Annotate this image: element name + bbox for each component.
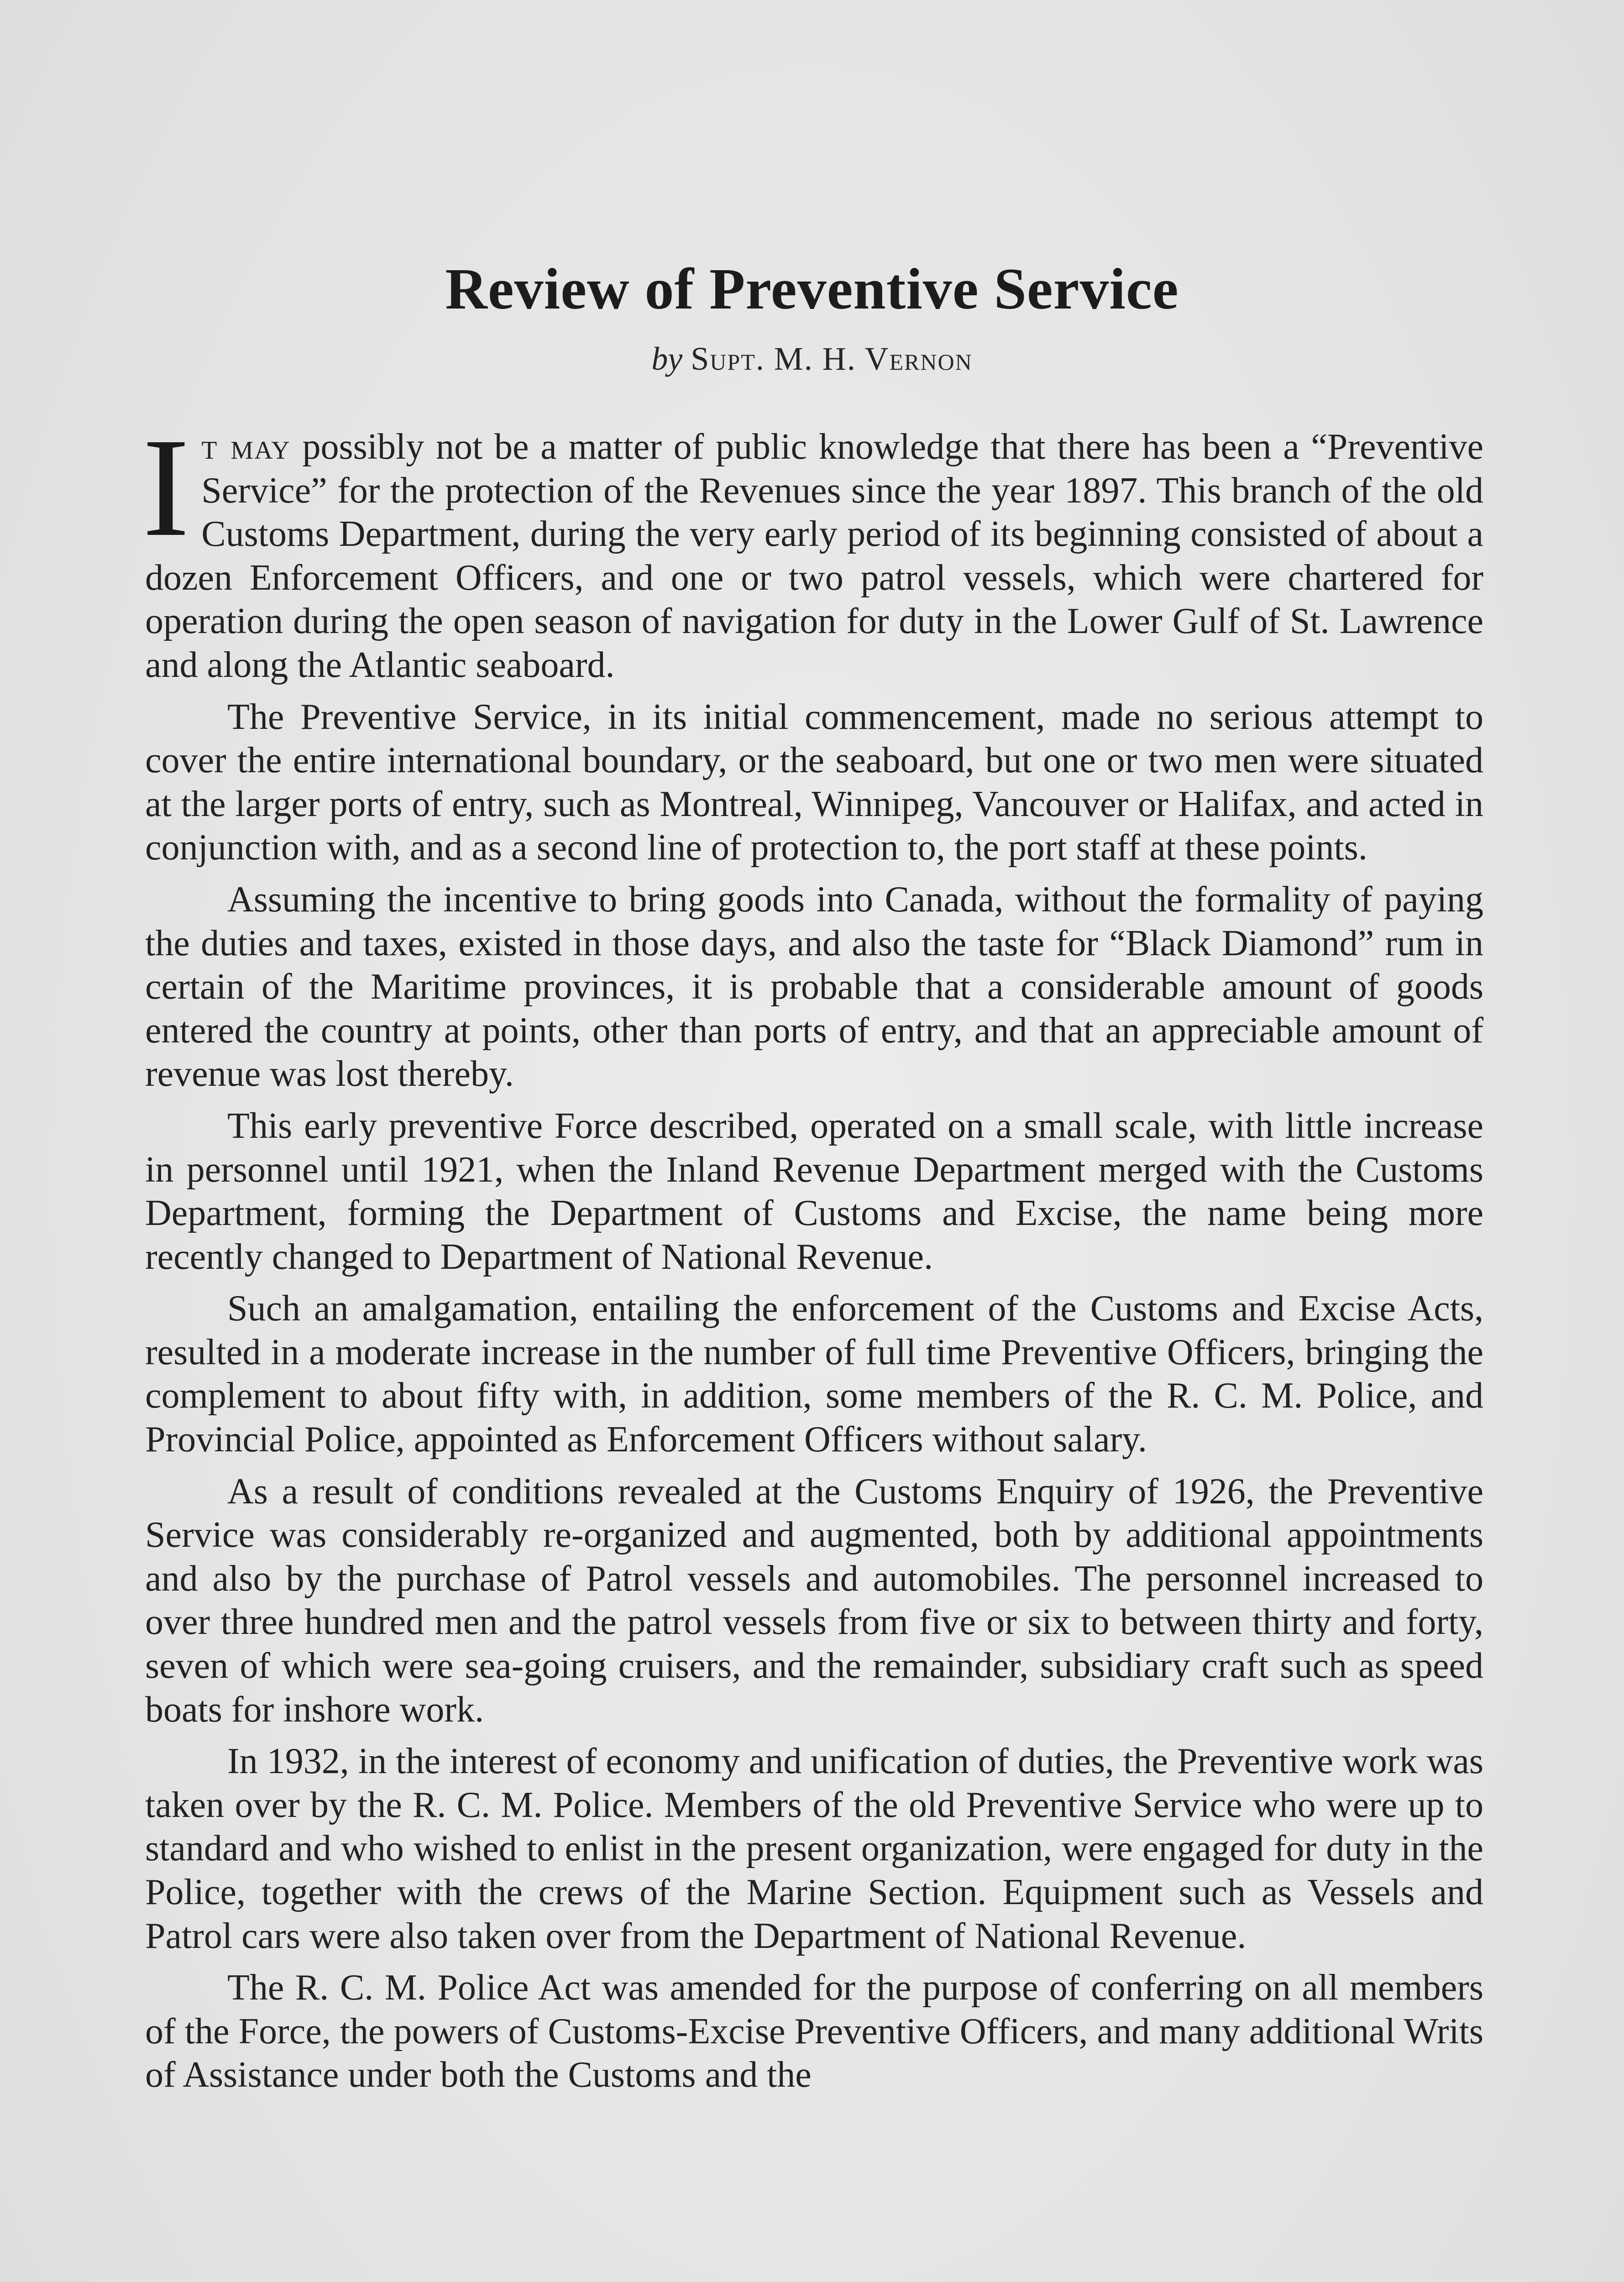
paragraph-8: The R. C. M. Police Act was amended for the purpose of conferring on all members of the Force, the powers of Customs-Excise Preventive Officers, and many additional Writs of Assistance under both the Customs and the [145, 1968, 1483, 2095]
author-name: Supt. M. H. Vernon [691, 340, 973, 377]
drop-cap: I [142, 409, 190, 566]
paragraph-4: This early preventive Force described, operated on a small scale, with little increase in personnel until 1921, when the Inland Revenue Department merged with the Customs Department, forming the Department of Customs and Excise, the name being more recently changed to Department of National Revenue. [145, 1105, 1483, 1277]
paragraph-7: In 1932, in the interest of economy and unification of duties, the Preventive work was taken over by the R. C. M. Police. Members of the old Preventive Service who were up to standard and who wished to enlist in the present organization, were engaged for duty in the Police, together with the crews of the Marine Section. Equipment such as Vessels and Patrol cars were also taken over from the Department of National Revenue. [145, 1741, 1483, 1956]
article-body [142, 409, 1483, 2105]
paragraph-5: Such an amalgamation, entailing the enforcement of the Customs and Excise Acts, resulted in a moderate increase in the number of full time Preventive Officers, bringing the complement to about fifty with, in addition, some members of the R. C. M. Police, and Provincial Police, appointed as Enforcement Officers without salary. [145, 1288, 1483, 1460]
byline [0, 340, 1624, 378]
paragraph-2: The Preventive Service, in its initial commencement, made no serious attempt to cover the entire international boundary, or the seaboard, but one or two men were situated at the larger ports of entry, such as Montreal, Winnipeg, Vancouver or Halifax, and acted in conjunction with, and as a second line of protection to, the port staff at these points. [145, 696, 1483, 868]
paragraph-1-text: possibly not be a matter of public knowledge that there has been a “Preventive Service” for the protection of the Revenues since the year 1897. This branch of the old Customs Department, during the very early period of its beginning consisted of about a dozen Enforcement Officers, and one or two patrol vessels, which were chartered for operation during the open season of navigation for duty in the Lower Gulf of St. Lawrence and along the Atlantic seaboard. [145, 427, 1483, 685]
lead-in: t may [201, 427, 291, 467]
paragraph-1 [142, 409, 1483, 687]
paragraph-3: Assuming the incentive to bring goods into Canada, without the formality of paying the duties and taxes, existed in those days, and also the taste for “Black Diamond” rum in certain of the Maritime provinces, it is probable that a considerable amount of goods entered the country at points, other than ports of entry, and that an appreciable amount of revenue was lost thereby. [145, 879, 1483, 1094]
article-title: Review of Preventive Service [445, 256, 1179, 321]
paragraph-6: As a result of conditions revealed at the Customs Enquiry of 1926, the Preventive Service was considerably re-organized and augmented, both by additional appointments and also by the purchase of Patrol vessels and automobiles. The personnel increased to over three hundred men and the patrol vessels from five or six to between thirty and forty, seven of which were sea-going cruisers, and the remainder, subsidiary craft such as speed boats for inshore work. [145, 1471, 1483, 1730]
byline-prefix: by [651, 340, 683, 377]
